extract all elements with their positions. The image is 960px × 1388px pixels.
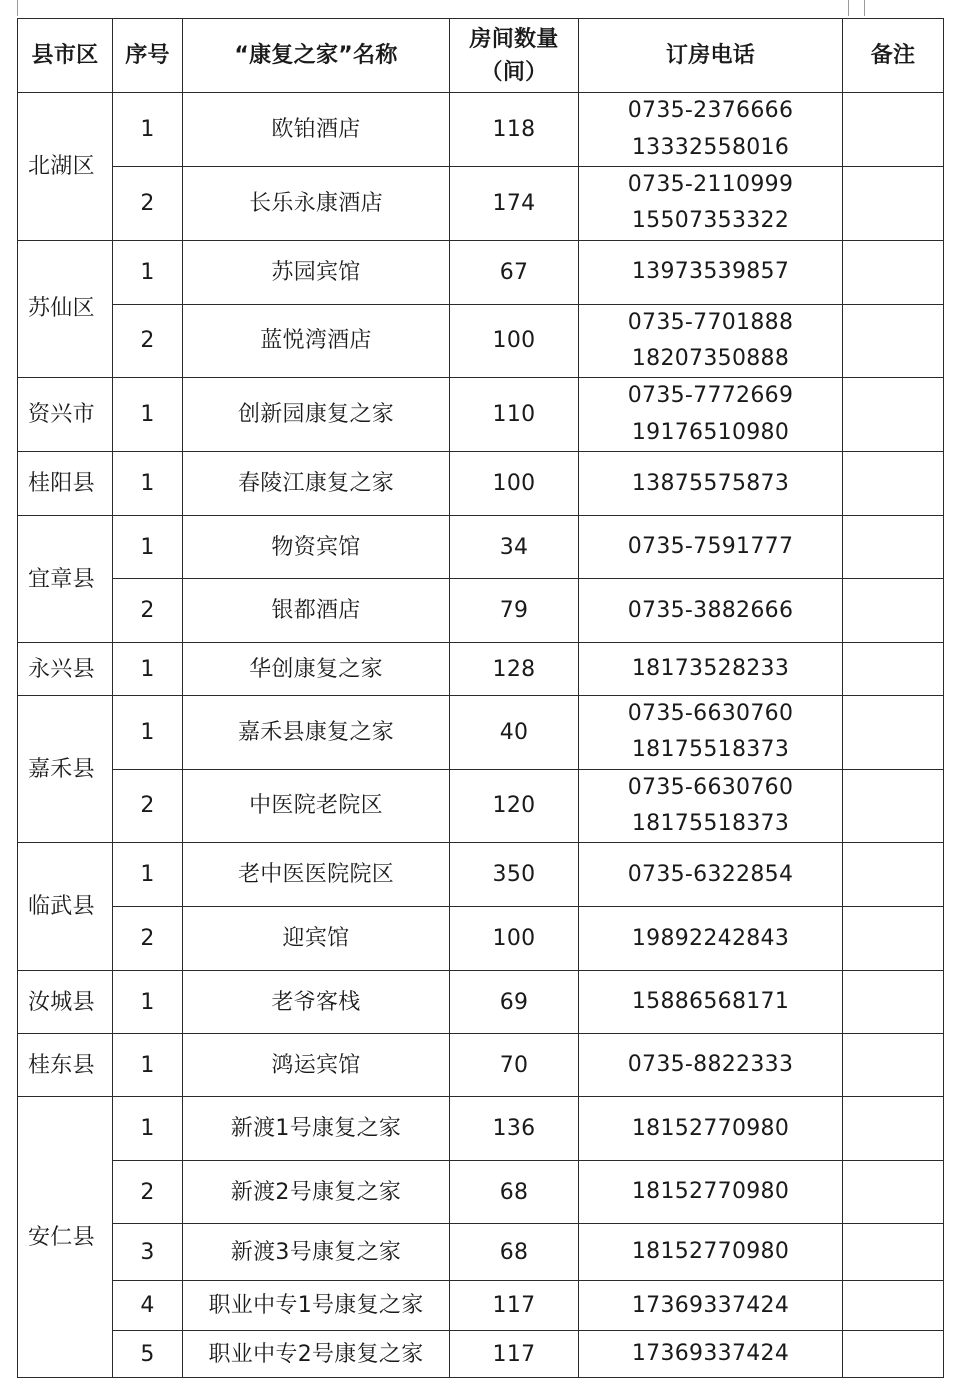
phone-cell (579, 167, 843, 241)
table-row (18, 1161, 944, 1224)
rooms-cell: 34 (450, 516, 579, 579)
name-cell: 创新园康复之家 (183, 378, 450, 452)
phone-primary: 0735-2376666 (627, 98, 794, 124)
rooms-cell: 136 (450, 1097, 579, 1161)
table-row (18, 1097, 944, 1161)
seq-cell: 2 (113, 579, 183, 643)
county-cell: 资兴市 (18, 378, 113, 452)
name-cell: 老中医医院院区 (183, 843, 450, 907)
header-county: 县市区 (18, 19, 113, 93)
table-row (18, 1224, 944, 1281)
header-rooms (450, 19, 579, 93)
phone-cell (579, 907, 843, 971)
seq-cell: 2 (113, 769, 183, 843)
seq-cell: 5 (113, 1331, 183, 1378)
table-row (18, 240, 944, 304)
rooms-cell: 67 (450, 240, 579, 304)
name-cell: 华创康复之家 (183, 643, 450, 696)
note-cell (843, 843, 944, 907)
rooms-cell: 100 (450, 304, 579, 378)
note-cell (843, 167, 944, 241)
phone-secondary: 18175518373 (631, 737, 790, 763)
seq-cell: 3 (113, 1224, 183, 1281)
phone-primary: 13875575873 (631, 470, 790, 496)
county-cell: 永兴县 (18, 643, 113, 696)
table-row (18, 1281, 944, 1331)
table-row (18, 378, 944, 452)
name-cell: 老爷客栈 (183, 971, 450, 1034)
name-cell: 鸿运宾馆 (183, 1034, 450, 1097)
table-row (18, 579, 944, 643)
seq-cell: 2 (113, 167, 183, 241)
header-phone: 订房电话 (579, 19, 843, 93)
name-cell: 职业中专2号康复之家 (183, 1331, 450, 1378)
phone-primary: 0735-3882666 (627, 597, 794, 623)
phone-cell (579, 304, 843, 378)
county-cell: 宜章县 (18, 516, 113, 643)
county-cell: 安仁县 (18, 1097, 113, 1378)
table-row (18, 643, 944, 696)
phone-primary: 17369337424 (631, 1292, 790, 1318)
rooms-cell: 100 (450, 907, 579, 971)
county-cell: 桂东县 (18, 1034, 113, 1097)
name-cell: 春陵江康复之家 (183, 452, 450, 516)
seq-cell: 1 (113, 1034, 183, 1097)
note-cell (843, 1331, 944, 1378)
seq-cell: 1 (113, 1097, 183, 1161)
note-cell (843, 971, 944, 1034)
note-cell (843, 304, 944, 378)
phone-secondary: 15507353322 (631, 208, 790, 234)
phone-primary: 0735-2110999 (627, 172, 794, 197)
phone-primary: 18152770980 (631, 1179, 790, 1205)
name-cell: 迎宾馆 (183, 907, 450, 971)
seq-cell: 1 (113, 516, 183, 579)
phone-cell (579, 378, 843, 452)
phone-secondary: 13332558016 (631, 134, 790, 160)
phone-secondary: 18175518373 (631, 811, 790, 837)
note-cell (843, 240, 944, 304)
header-seq: 序号 (113, 19, 183, 93)
seq-cell: 2 (113, 1161, 183, 1224)
table-row (18, 1034, 944, 1097)
phone-cell (579, 93, 843, 167)
seq-cell: 1 (113, 643, 183, 696)
note-cell (843, 579, 944, 643)
rooms-cell: 117 (450, 1281, 579, 1331)
edge-tick (864, 0, 865, 16)
header-name: “康复之家”名称 (183, 19, 450, 93)
seq-cell: 1 (113, 696, 183, 770)
phone-primary: 18152770980 (631, 1115, 790, 1141)
phone-cell (579, 769, 843, 843)
note-cell (843, 1281, 944, 1331)
county-cell: 北湖区 (18, 93, 113, 241)
phone-cell (579, 1224, 843, 1281)
name-cell: 中医院老院区 (183, 769, 450, 843)
phone-cell (579, 240, 843, 304)
note-cell (843, 643, 944, 696)
header-rooms-line2: （间） (480, 59, 548, 85)
county-cell: 汝城县 (18, 971, 113, 1034)
table-row (18, 971, 944, 1034)
table-row (18, 93, 944, 167)
rooms-cell: 174 (450, 167, 579, 241)
rooms-cell: 117 (450, 1331, 579, 1378)
table-row (18, 516, 944, 579)
note-cell (843, 1097, 944, 1161)
phone-primary: 13973539857 (631, 258, 790, 284)
rooms-cell: 120 (450, 769, 579, 843)
note-cell (843, 1034, 944, 1097)
county-cell: 临武县 (18, 843, 113, 971)
rooms-cell: 350 (450, 843, 579, 907)
county-cell: 桂阳县 (18, 452, 113, 516)
table-row (18, 769, 944, 843)
table-row (18, 1331, 944, 1378)
note-cell (843, 93, 944, 167)
rooms-cell: 79 (450, 579, 579, 643)
phone-cell (579, 1281, 843, 1331)
phone-cell (579, 643, 843, 696)
phone-primary: 19892242843 (631, 925, 790, 951)
phone-cell (579, 843, 843, 907)
phone-primary: 15886568171 (631, 989, 790, 1015)
phone-cell (579, 971, 843, 1034)
phone-cell (579, 1097, 843, 1161)
top-edge (0, 0, 960, 18)
name-cell: 苏园宾馆 (183, 240, 450, 304)
table-row (18, 304, 944, 378)
rooms-cell: 40 (450, 696, 579, 770)
name-cell: 新渡1号康复之家 (183, 1097, 450, 1161)
name-cell: 嘉禾县康复之家 (183, 696, 450, 770)
phone-primary: 0735-7591777 (627, 534, 794, 560)
rooms-cell: 110 (450, 378, 579, 452)
phone-primary: 0735-7772669 (627, 383, 794, 409)
seq-cell: 1 (113, 971, 183, 1034)
phone-cell (579, 452, 843, 516)
phone-primary: 0735-6630760 (627, 774, 794, 800)
phone-cell (579, 1331, 843, 1378)
phone-cell (579, 516, 843, 579)
seq-cell: 4 (113, 1281, 183, 1331)
name-cell: 新渡3号康复之家 (183, 1224, 450, 1281)
rooms-cell: 69 (450, 971, 579, 1034)
name-cell: 欧铂酒店 (183, 93, 450, 167)
rehab-home-table (17, 18, 944, 1378)
table-row (18, 452, 944, 516)
rooms-cell: 128 (450, 643, 579, 696)
note-cell (843, 1224, 944, 1281)
rooms-cell: 118 (450, 93, 579, 167)
header-note: 备注 (843, 19, 944, 93)
note-cell (843, 1161, 944, 1224)
rooms-cell: 68 (450, 1161, 579, 1224)
name-cell: 蓝悦湾酒店 (183, 304, 450, 378)
name-cell: 职业中专1号康复之家 (183, 1281, 450, 1331)
seq-cell: 1 (113, 240, 183, 304)
note-cell (843, 769, 944, 843)
header-rooms-line1: 房间数量 (469, 26, 559, 52)
phone-cell (579, 696, 843, 770)
note-cell (843, 696, 944, 770)
phone-primary: 0735-6630760 (627, 701, 794, 727)
rooms-cell: 100 (450, 452, 579, 516)
note-cell (843, 378, 944, 452)
rooms-cell: 70 (450, 1034, 579, 1097)
phone-secondary: 18207350888 (631, 345, 790, 371)
phone-primary: 17369337424 (631, 1341, 790, 1367)
note-cell (843, 907, 944, 971)
phone-primary: 18152770980 (631, 1239, 790, 1265)
note-cell (843, 452, 944, 516)
phone-primary: 0735-6322854 (627, 861, 794, 887)
rooms-cell: 68 (450, 1224, 579, 1281)
seq-cell: 2 (113, 304, 183, 378)
name-cell: 新渡2号康复之家 (183, 1161, 450, 1224)
edge-tick (17, 0, 18, 16)
seq-cell: 1 (113, 378, 183, 452)
phone-primary: 0735-8822333 (627, 1052, 794, 1078)
seq-cell: 1 (113, 452, 183, 516)
county-cell: 苏仙区 (18, 240, 113, 378)
phone-primary: 0735-7701888 (627, 309, 794, 335)
seq-cell: 1 (113, 843, 183, 907)
name-cell: 银都酒店 (183, 579, 450, 643)
name-cell: 长乐永康酒店 (183, 167, 450, 241)
phone-cell (579, 1034, 843, 1097)
table-row (18, 696, 944, 770)
phone-cell (579, 579, 843, 643)
name-cell: 物资宾馆 (183, 516, 450, 579)
note-cell (843, 516, 944, 579)
phone-cell (579, 1161, 843, 1224)
county-cell: 嘉禾县 (18, 696, 113, 843)
seq-cell: 1 (113, 93, 183, 167)
header-row (18, 19, 944, 93)
edge-tick (848, 0, 849, 16)
phone-secondary: 19176510980 (631, 419, 790, 445)
table-row (18, 843, 944, 907)
seq-cell: 2 (113, 907, 183, 971)
table-row (18, 907, 944, 971)
table-row (18, 167, 944, 241)
phone-primary: 18173528233 (631, 656, 790, 682)
